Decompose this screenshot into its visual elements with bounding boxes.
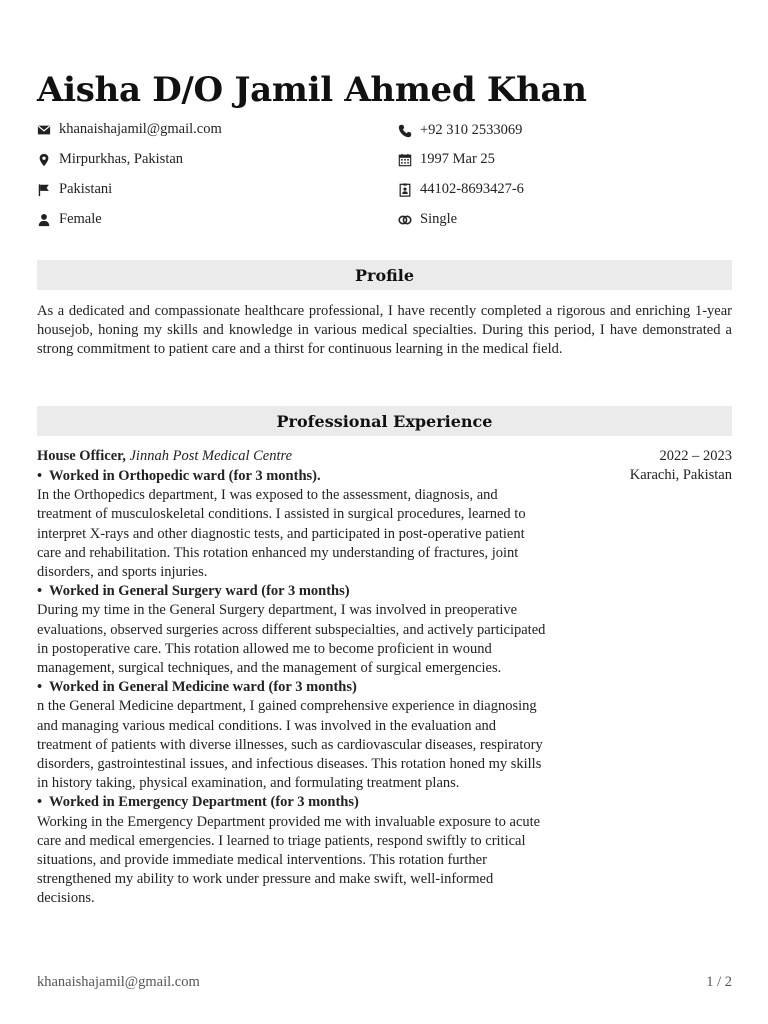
contact-marital <box>398 211 457 228</box>
map-pin-icon <box>37 153 51 167</box>
contact-marital-text: Single <box>420 211 458 227</box>
contact-id <box>398 181 524 198</box>
experience-role: House Officer, <box>37 448 126 464</box>
person-icon <box>37 213 51 227</box>
list-item-title <box>37 467 552 486</box>
contact-dob-text: 1997 Mar 25 <box>420 151 495 167</box>
list-item-title <box>37 793 552 812</box>
rotation-title: Worked in Orthopedic ward (for 3 months). <box>49 468 321 484</box>
experience-employer: Jinnah Post Medical Centre <box>129 448 293 464</box>
rotation-title: Worked in General Surgery ward (for 3 months) <box>49 583 350 600</box>
section-header-experience <box>37 406 732 436</box>
envelope-icon <box>37 123 51 137</box>
footer-email[interactable]: khanaishajamil@gmail.com <box>37 974 200 990</box>
bullet-icon: • <box>37 794 43 811</box>
list-item: During my time in the General Surgery department, I was involved in preoperative evaluations, observed surgeries across different subspecialties, and actively participated in postoperative care. This rotation allowed me to become proficient in wound management, surgical techniques, and the management of surgical emergencies. <box>37 602 546 677</box>
list-item-title <box>37 678 552 697</box>
contact-location-text: Mirpurkhas, Pakistan <box>59 151 184 167</box>
section-header-profile <box>37 260 732 290</box>
rotation-title: Worked in Emergency Department (for 3 months) <box>49 794 359 811</box>
experience-heading <box>37 448 292 465</box>
list-item: n the General Medicine department, I gained comprehensive experience in diagnosing and managing various medical conditions. I was involved in the evaluation and treatment of patients with diverse illnesses, such as cardiovascular diseases, respiratory disorders, gastrointestinal issues, and infectious diseases. This rotation honed my skills in history taking, physical examination, and formulating treatment plans. <box>37 698 543 792</box>
contact-email <box>37 121 222 138</box>
contact-gender <box>37 211 102 228</box>
contact-nationality-text: Pakistani <box>59 181 113 197</box>
list-item: In the Orthopedics department, I was exposed to the assessment, diagnosis, and treatment of musculoskeletal conditions. I assisted in surgical procedures, learned to interpret X-rays and other diagnostic tests, and participated in post-operative patient care and rehabilitation. This rotation enhanced my understanding of fractures, joint disorders, and sports injuries. <box>37 487 526 581</box>
experience-dates: 2022 – 2023 <box>659 448 732 464</box>
section-title: Professional Experience <box>276 411 493 431</box>
id-card-icon <box>398 183 412 197</box>
experience-location: Karachi, Pakistan <box>629 467 732 483</box>
contact-id-text: 44102-8693427-6 <box>420 181 524 197</box>
candidate-name: Aisha D/O Jamil Ahmed Khan <box>37 70 587 110</box>
contact-phone-text[interactable]: +92 310 2533069 <box>420 122 523 138</box>
section-title: Profile <box>354 265 415 285</box>
contact-gender-text: Female <box>59 211 102 227</box>
flag-icon <box>37 183 51 197</box>
experience-details <box>37 467 552 909</box>
bullet-icon: • <box>37 583 43 600</box>
contact-email-text[interactable]: khanaishajamil@gmail.com <box>59 121 222 137</box>
profile-summary: As a dedicated and compassionate healthcare professional, I have recently completed a rigorous and enriching 1-year housejob, honing my skills and knowledge in various medical specialties. During this period, I have demonstrated a strong commitment to patient care and a thirst for continuous learning in the medical field. <box>37 303 732 358</box>
list-item: Working in the Emergency Department provided me with invaluable exposure to acute care and medical emergencies. I learned to triage patients, respond swiftly to critical situations, and provide immediate medical interventions. This rotation further strengthened my ability to work under pressure and make swift, well-informed decisions. <box>37 813 541 907</box>
contact-nationality <box>37 181 112 198</box>
bullet-icon: • <box>37 679 43 696</box>
contact-dob <box>398 151 495 168</box>
page-number: 1 / 2 <box>706 974 732 990</box>
rotation-title: Worked in General Medicine ward (for 3 months) <box>49 679 357 696</box>
rings-icon <box>398 213 412 227</box>
contact-location <box>37 151 183 168</box>
bullet-icon: • <box>37 468 43 484</box>
list-item-title <box>37 582 552 601</box>
calendar-icon <box>398 153 412 167</box>
contact-phone <box>398 122 522 139</box>
phone-icon <box>398 124 412 138</box>
